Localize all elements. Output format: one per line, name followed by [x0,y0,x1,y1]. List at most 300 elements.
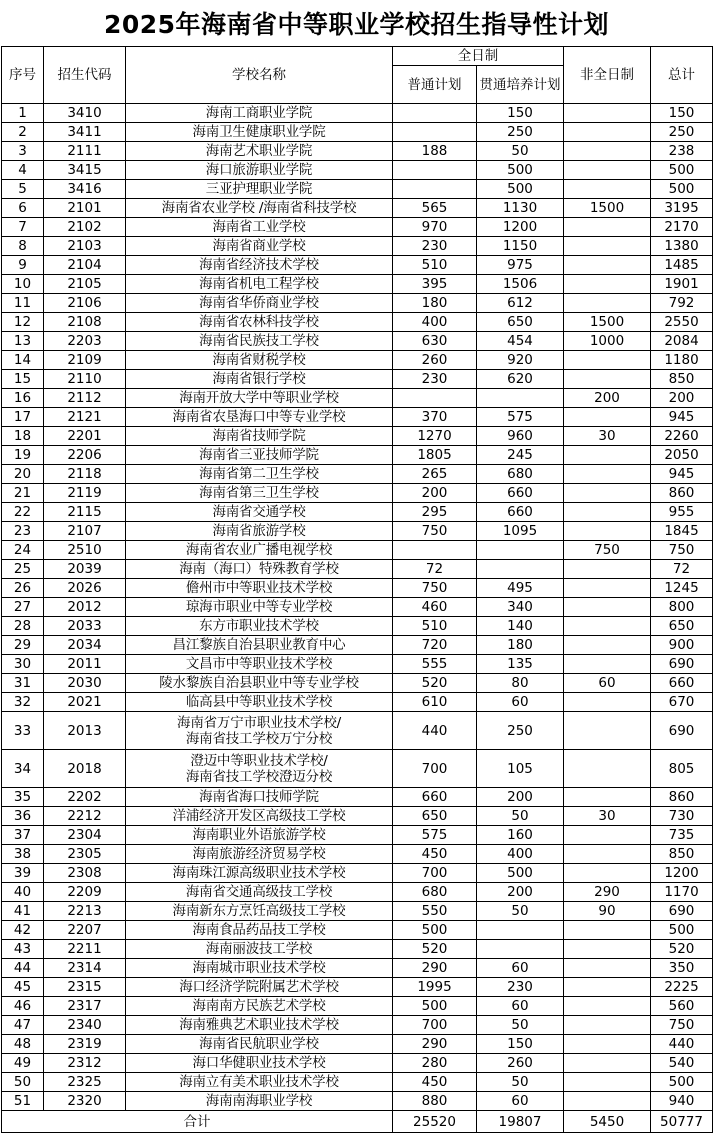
cell-code: 2034 [44,636,126,655]
cell-seq: 14 [2,351,44,370]
cell-parttime [564,275,651,294]
cell-seq: 51 [2,1092,44,1111]
cell-total: 1845 [651,522,713,541]
cell-total: 500 [651,1073,713,1092]
cell-school-name: 海口华健职业技术学校 [126,1054,393,1073]
cell-through: 650 [477,313,564,332]
table-row [2,427,713,446]
cell-school-name: 海南开放大学中等职业学校 [126,389,393,408]
cell-through: 50 [477,1016,564,1035]
cell-school-name: 海南省华侨商业学校 [126,294,393,313]
cell-seq: 38 [2,845,44,864]
cell-total: 690 [651,712,713,750]
cell-total: 2050 [651,446,713,465]
cell-regular: 180 [393,294,477,313]
cell-through [477,541,564,560]
cell-through: 454 [477,332,564,351]
cell-total: 200 [651,389,713,408]
cell-through: 680 [477,465,564,484]
cell-total: 150 [651,104,713,123]
cell-through: 200 [477,788,564,807]
cell-code: 2106 [44,294,126,313]
table-row [2,560,713,579]
table-row [2,1035,713,1054]
cell-regular: 565 [393,199,477,218]
totals-parttime: 5450 [564,1111,651,1133]
cell-code: 2319 [44,1035,126,1054]
cell-code: 2101 [44,199,126,218]
cell-parttime [564,180,651,199]
cell-through: 50 [477,1073,564,1092]
table-row [2,940,713,959]
header-parttime: 非全日制 [564,47,651,104]
table-row [2,579,713,598]
cell-parttime [564,693,651,712]
cell-total: 945 [651,465,713,484]
cell-regular: 72 [393,560,477,579]
cell-regular: 520 [393,674,477,693]
cell-total: 2550 [651,313,713,332]
cell-regular: 230 [393,237,477,256]
cell-parttime [564,788,651,807]
cell-regular: 750 [393,522,477,541]
cell-school-name: 海南省工业学校 [126,218,393,237]
cell-parttime [564,1016,651,1035]
table-row [2,883,713,902]
cell-parttime [564,864,651,883]
cell-total: 945 [651,408,713,427]
cell-through: 500 [477,864,564,883]
cell-regular: 510 [393,617,477,636]
page-title: 2025年海南省中等职业学校招生指导性计划 [103,10,610,39]
cell-parttime [564,940,651,959]
cell-through: 245 [477,446,564,465]
enrollment-table [1,46,713,1133]
cell-code: 2112 [44,389,126,408]
cell-parttime [564,1054,651,1073]
cell-regular: 680 [393,883,477,902]
cell-code: 2340 [44,1016,126,1035]
cell-through: 60 [477,997,564,1016]
cell-through: 135 [477,655,564,674]
cell-code: 2111 [44,142,126,161]
cell-code: 2121 [44,408,126,427]
cell-parttime [564,237,651,256]
cell-parttime: 90 [564,902,651,921]
cell-total: 1901 [651,275,713,294]
cell-regular: 265 [393,465,477,484]
cell-total: 670 [651,693,713,712]
header-total: 总计 [651,47,713,104]
cell-through: 920 [477,351,564,370]
header-through-plan: 贯通培养计划 [477,66,564,104]
cell-code: 2206 [44,446,126,465]
cell-total: 3195 [651,199,713,218]
cell-through: 975 [477,256,564,275]
cell-through: 260 [477,1054,564,1073]
cell-school-name [126,712,393,750]
cell-through: 340 [477,598,564,617]
header-fulltime: 全日制 [393,47,564,66]
cell-seq: 17 [2,408,44,427]
cell-code: 2308 [44,864,126,883]
cell-code: 2105 [44,275,126,294]
cell-school-name: 海南（海口）特殊教育学校 [126,560,393,579]
cell-regular [393,104,477,123]
table-row [2,408,713,427]
cell-regular: 880 [393,1092,477,1111]
cell-school-name [126,750,393,788]
cell-total: 238 [651,142,713,161]
table-row [2,541,713,560]
cell-school-name: 海南省第三卫生学校 [126,484,393,503]
cell-parttime: 30 [564,427,651,446]
cell-total: 2084 [651,332,713,351]
cell-through: 1150 [477,237,564,256]
cell-regular: 188 [393,142,477,161]
cell-regular: 395 [393,275,477,294]
header-school-name: 学校名称 [126,47,393,104]
table-row [2,1016,713,1035]
cell-seq: 30 [2,655,44,674]
cell-through: 660 [477,503,564,522]
cell-parttime [564,636,651,655]
cell-code: 2207 [44,921,126,940]
cell-code: 2021 [44,693,126,712]
cell-total: 250 [651,123,713,142]
totals-regular: 25520 [393,1111,477,1133]
cell-school-name: 海南省农业广播电视学校 [126,541,393,560]
cell-total: 735 [651,826,713,845]
cell-parttime [564,370,651,389]
cell-seq: 47 [2,1016,44,1035]
cell-school-name: 海南省机电工程学校 [126,275,393,294]
table-row [2,123,713,142]
cell-total: 800 [651,598,713,617]
cell-seq: 26 [2,579,44,598]
table-body [2,104,713,1111]
table-row [2,465,713,484]
table-row [2,1054,713,1073]
cell-regular: 370 [393,408,477,427]
cell-through: 1095 [477,522,564,541]
cell-seq: 48 [2,1035,44,1054]
cell-seq: 50 [2,1073,44,1092]
cell-parttime: 750 [564,541,651,560]
cell-school-name: 海南新东方烹饪高级技工学校 [126,902,393,921]
cell-seq: 34 [2,750,44,788]
cell-regular [393,389,477,408]
table-row [2,313,713,332]
cell-through: 960 [477,427,564,446]
cell-through: 200 [477,883,564,902]
cell-regular [393,180,477,199]
cell-parttime: 30 [564,807,651,826]
cell-school-name: 海南省旅游学校 [126,522,393,541]
cell-code: 2202 [44,788,126,807]
cell-seq: 27 [2,598,44,617]
cell-seq: 8 [2,237,44,256]
table-row [2,674,713,693]
cell-school-name: 三亚护理职业学院 [126,180,393,199]
table-row [2,788,713,807]
cell-total: 350 [651,959,713,978]
cell-total: 500 [651,921,713,940]
cell-code: 2325 [44,1073,126,1092]
cell-seq: 23 [2,522,44,541]
cell-total: 72 [651,560,713,579]
table-row [2,237,713,256]
cell-code: 2018 [44,750,126,788]
cell-code: 2107 [44,522,126,541]
cell-parttime [564,997,651,1016]
cell-parttime [564,1092,651,1111]
cell-total: 540 [651,1054,713,1073]
cell-total: 1180 [651,351,713,370]
cell-code: 3411 [44,123,126,142]
cell-school-name: 海口旅游职业学院 [126,161,393,180]
cell-parttime [564,826,651,845]
cell-through: 60 [477,693,564,712]
totals-through: 19807 [477,1111,564,1133]
cell-through: 500 [477,180,564,199]
table-row [2,275,713,294]
cell-seq: 31 [2,674,44,693]
cell-parttime [564,484,651,503]
cell-parttime: 60 [564,674,651,693]
cell-regular: 720 [393,636,477,655]
cell-seq: 15 [2,370,44,389]
cell-regular [393,161,477,180]
cell-code: 2119 [44,484,126,503]
cell-parttime [564,617,651,636]
cell-parttime [564,1035,651,1054]
cell-school-name: 海南雅典艺术职业技术学校 [126,1016,393,1035]
cell-school-name: 海南省交通学校 [126,503,393,522]
header-seq: 序号 [2,47,44,104]
cell-code: 2011 [44,655,126,674]
cell-code: 2103 [44,237,126,256]
cell-code: 2317 [44,997,126,1016]
cell-school-name: 海南旅游经济贸易学校 [126,845,393,864]
cell-regular: 610 [393,693,477,712]
cell-regular: 510 [393,256,477,275]
cell-parttime: 1000 [564,332,651,351]
cell-through: 1506 [477,275,564,294]
cell-school-name: 海南卫生健康职业学院 [126,123,393,142]
cell-through: 612 [477,294,564,313]
cell-total: 660 [651,674,713,693]
cell-regular: 1270 [393,427,477,446]
cell-through: 150 [477,1035,564,1054]
cell-total: 440 [651,1035,713,1054]
cell-parttime [564,845,651,864]
cell-regular: 200 [393,484,477,503]
cell-school-name: 海南省交通高级技工学校 [126,883,393,902]
cell-code: 3415 [44,161,126,180]
cell-regular: 290 [393,1035,477,1054]
cell-through: 500 [477,161,564,180]
cell-parttime [564,256,651,275]
cell-through: 150 [477,104,564,123]
cell-seq: 6 [2,199,44,218]
cell-seq: 13 [2,332,44,351]
cell-school-name: 儋州市中等职业技术学校 [126,579,393,598]
cell-school-name: 海南食品药品技工学校 [126,921,393,940]
cell-seq: 19 [2,446,44,465]
cell-school-name: 陵水黎族自治县职业中等专业学校 [126,674,393,693]
table-row [2,978,713,997]
cell-total: 940 [651,1092,713,1111]
cell-school-name: 琼海市职业中等专业学校 [126,598,393,617]
cell-seq: 10 [2,275,44,294]
cell-total: 792 [651,294,713,313]
cell-through: 140 [477,617,564,636]
cell-code: 2213 [44,902,126,921]
cell-code: 2039 [44,560,126,579]
cell-parttime [564,351,651,370]
cell-seq: 24 [2,541,44,560]
cell-through: 1200 [477,218,564,237]
cell-code: 3416 [44,180,126,199]
cell-school-name: 海南省海口技师学院 [126,788,393,807]
table-row [2,598,713,617]
table-row [2,446,713,465]
cell-through: 60 [477,959,564,978]
cell-parttime [564,218,651,237]
cell-code: 2305 [44,845,126,864]
cell-seq: 46 [2,997,44,1016]
cell-through [477,389,564,408]
cell-regular: 290 [393,959,477,978]
cell-total: 500 [651,161,713,180]
cell-school-name: 海南珠江源高级职业技术学校 [126,864,393,883]
cell-school-name: 海南职业外语旅游学校 [126,826,393,845]
cell-school-name: 文昌市中等职业技术学校 [126,655,393,674]
cell-through: 1130 [477,199,564,218]
table-row [2,712,713,750]
cell-parttime [564,921,651,940]
cell-code: 2108 [44,313,126,332]
cell-seq: 37 [2,826,44,845]
cell-seq: 29 [2,636,44,655]
cell-through: 620 [477,370,564,389]
table-row [2,351,713,370]
cell-through [477,940,564,959]
cell-code: 2320 [44,1092,126,1111]
cell-school-name: 海南省第二卫生学校 [126,465,393,484]
cell-seq: 36 [2,807,44,826]
cell-parttime [564,959,651,978]
cell-school-name: 海南省农垦海口中等专业学校 [126,408,393,427]
cell-seq: 42 [2,921,44,940]
cell-school-name: 临高县中等职业技术学校 [126,693,393,712]
cell-code: 2110 [44,370,126,389]
cell-seq: 20 [2,465,44,484]
cell-school-name: 海南省民族技工学校 [126,332,393,351]
cell-school-name: 海口经济学院附属艺术学校 [126,978,393,997]
cell-code: 2030 [44,674,126,693]
cell-seq: 49 [2,1054,44,1073]
cell-regular: 750 [393,579,477,598]
cell-parttime [564,446,651,465]
table-row [2,655,713,674]
cell-regular: 260 [393,351,477,370]
school-name-line1: 海南省万宁市职业技术学校/ [177,714,341,731]
cell-total: 500 [651,180,713,199]
cell-total: 850 [651,845,713,864]
cell-total: 690 [651,655,713,674]
cell-parttime: 1500 [564,199,651,218]
cell-regular: 460 [393,598,477,617]
table-row [2,370,713,389]
cell-through: 230 [477,978,564,997]
cell-through: 50 [477,142,564,161]
cell-regular: 400 [393,313,477,332]
cell-through: 250 [477,712,564,750]
cell-seq: 7 [2,218,44,237]
table-row [2,693,713,712]
cell-code: 2109 [44,351,126,370]
cell-parttime [564,1073,651,1092]
cell-parttime [564,503,651,522]
cell-regular: 440 [393,712,477,750]
cell-total: 750 [651,1016,713,1035]
cell-total: 1485 [651,256,713,275]
cell-regular: 700 [393,1016,477,1035]
cell-seq: 45 [2,978,44,997]
cell-parttime [564,712,651,750]
cell-regular: 450 [393,845,477,864]
cell-seq: 12 [2,313,44,332]
cell-seq: 11 [2,294,44,313]
table-row [2,636,713,655]
table-row [2,959,713,978]
cell-code: 2510 [44,541,126,560]
cell-code: 2104 [44,256,126,275]
cell-seq: 5 [2,180,44,199]
cell-total: 860 [651,788,713,807]
cell-code: 2102 [44,218,126,237]
cell-parttime [564,750,651,788]
table-row [2,617,713,636]
cell-code: 2312 [44,1054,126,1073]
header-code: 招生代码 [44,47,126,104]
cell-school-name: 海南城市职业技术学校 [126,959,393,978]
cell-regular: 500 [393,997,477,1016]
cell-regular: 520 [393,940,477,959]
cell-total: 860 [651,484,713,503]
cell-parttime [564,978,651,997]
cell-school-name: 洋浦经济开发区高级技工学校 [126,807,393,826]
cell-seq: 35 [2,788,44,807]
header-regular-plan: 普通计划 [393,66,477,104]
cell-school-name: 海南立有美术职业技术学校 [126,1073,393,1092]
cell-code: 2209 [44,883,126,902]
cell-through: 50 [477,902,564,921]
table-row [2,826,713,845]
cell-regular: 295 [393,503,477,522]
cell-school-name: 海南工商职业学院 [126,104,393,123]
table-row [2,902,713,921]
cell-seq: 39 [2,864,44,883]
cell-school-name: 海南艺术职业学院 [126,142,393,161]
cell-regular: 1995 [393,978,477,997]
table-row [2,997,713,1016]
table-row [2,921,713,940]
cell-seq: 4 [2,161,44,180]
table-row [2,864,713,883]
